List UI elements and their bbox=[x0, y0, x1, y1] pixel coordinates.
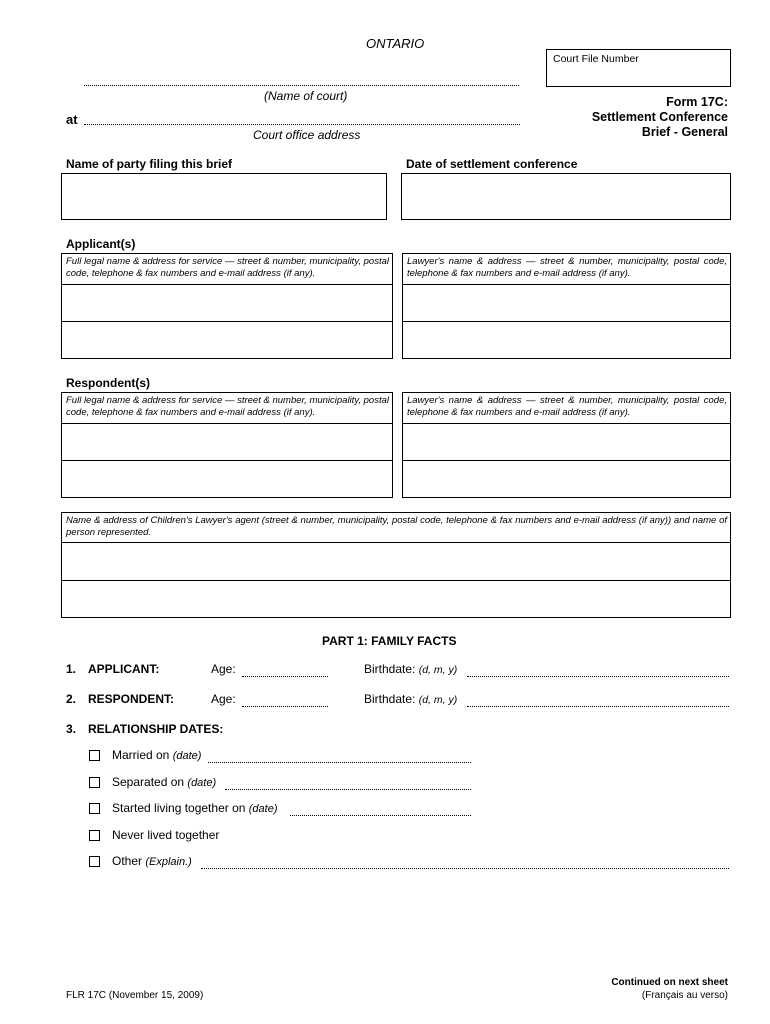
respondent-party-box bbox=[61, 392, 393, 498]
respondent-lawyer-field-1[interactable] bbox=[403, 424, 730, 460]
court-address-caption: Court office address bbox=[253, 128, 361, 142]
relationship-dates-label: RELATIONSHIP DATES: bbox=[88, 722, 224, 736]
never-lived-together-checkbox[interactable] bbox=[89, 830, 100, 841]
conference-date-label: Date of settlement conference bbox=[406, 157, 578, 171]
married-label: Married on (date) bbox=[112, 748, 202, 762]
court-address-field[interactable] bbox=[84, 124, 520, 125]
jurisdiction: ONTARIO bbox=[366, 36, 425, 51]
court-name-caption: (Name of court) bbox=[264, 89, 348, 103]
applicants-heading: Applicant(s) bbox=[66, 237, 136, 251]
respondent-party-field-2[interactable] bbox=[62, 461, 392, 497]
form-title-line1: Form 17C: bbox=[666, 95, 728, 109]
form-title-line3: Brief - General bbox=[641, 125, 728, 139]
item3-number: 3. bbox=[66, 722, 77, 736]
respondent-party-field-1[interactable] bbox=[62, 424, 392, 460]
living-together-checkbox[interactable] bbox=[89, 803, 100, 814]
respondent-label: RESPONDENT: bbox=[88, 692, 175, 706]
applicant-party-hint: Full legal name & address for service — street & number, municipality, postal code, telephone & fax numbers and e-mail address (if any). bbox=[66, 256, 389, 279]
applicant-party-field-2[interactable] bbox=[62, 322, 392, 358]
applicant-birthdate-label: Birthdate: (d, m, y) bbox=[364, 662, 458, 676]
continued-note: Continued on next sheet bbox=[611, 977, 728, 988]
applicant-party-field-1[interactable] bbox=[62, 285, 392, 321]
married-checkbox[interactable] bbox=[89, 750, 100, 761]
item1-number: 1. bbox=[66, 662, 77, 676]
respondent-lawyer-field-2[interactable] bbox=[403, 461, 730, 497]
applicant-label: APPLICANT: bbox=[88, 662, 160, 676]
item2-number: 2. bbox=[66, 692, 77, 706]
living-together-label: Started living together on (date) bbox=[112, 801, 278, 815]
at-label: at bbox=[66, 112, 78, 127]
never-lived-together-label: Never lived together bbox=[112, 828, 220, 842]
court-name-field[interactable] bbox=[84, 85, 519, 86]
french-note: (Français au verso) bbox=[641, 990, 728, 1001]
respondent-birthdate-field[interactable] bbox=[467, 706, 729, 707]
married-date-field[interactable] bbox=[208, 762, 471, 763]
conference-date-field[interactable] bbox=[401, 173, 731, 220]
applicant-age-label: Age: bbox=[211, 662, 236, 676]
separated-date-field[interactable] bbox=[225, 789, 471, 790]
applicant-age-field[interactable] bbox=[242, 676, 328, 677]
part1-title: PART 1: FAMILY FACTS bbox=[322, 634, 457, 648]
form-title-line2: Settlement Conference bbox=[591, 110, 728, 124]
respondent-lawyer-box bbox=[402, 392, 731, 498]
party-filing-field[interactable] bbox=[61, 173, 387, 220]
other-checkbox[interactable] bbox=[89, 856, 100, 867]
party-filing-label: Name of party filing this brief bbox=[66, 157, 233, 171]
court-file-label: Court File Number bbox=[553, 53, 639, 65]
applicant-lawyer-field-2[interactable] bbox=[403, 322, 730, 358]
respondents-heading: Respondent(s) bbox=[66, 376, 150, 390]
separated-label: Separated on (date) bbox=[112, 775, 217, 789]
childrens-lawyer-hint: Name & address of Children's Lawyer's agent (street & number, municipality, postal code, telephone & fax numbers and e-mail address (if any)) and name of person represented. bbox=[66, 515, 727, 538]
applicant-lawyer-field-1[interactable] bbox=[403, 285, 730, 321]
respondent-party-hint: Full legal name & address for service — street & number, municipality, postal code, telephone & fax numbers and e-mail address (if any). bbox=[66, 395, 389, 418]
childrens-lawyer-field-2[interactable] bbox=[62, 581, 730, 617]
other-label: Other (Explain.) bbox=[112, 854, 192, 868]
childrens-lawyer-field-1[interactable] bbox=[62, 543, 730, 580]
form-title bbox=[592, 95, 728, 140]
applicant-birthdate-field[interactable] bbox=[467, 676, 729, 677]
respondent-age-label: Age: bbox=[211, 692, 236, 706]
living-together-date-field[interactable] bbox=[290, 815, 471, 816]
applicant-party-box bbox=[61, 253, 393, 359]
childrens-lawyer-box bbox=[61, 512, 731, 618]
respondent-birthdate-label: Birthdate: (d, m, y) bbox=[364, 692, 458, 706]
respondent-age-field[interactable] bbox=[242, 706, 328, 707]
applicant-lawyer-box bbox=[402, 253, 731, 359]
applicant-lawyer-hint: Lawyer's name & address — street & number, municipality, postal code, telephone & fax numbers and e-mail address (if any). bbox=[407, 256, 727, 279]
court-file-number-field[interactable] bbox=[546, 49, 731, 87]
respondent-lawyer-hint: Lawyer's name & address — street & number, municipality, postal code, telephone & fax numbers and e-mail address (if any). bbox=[407, 395, 727, 418]
other-explain-field[interactable] bbox=[201, 868, 729, 869]
form-id: FLR 17C (November 15, 2009) bbox=[66, 990, 204, 1001]
separated-checkbox[interactable] bbox=[89, 777, 100, 788]
